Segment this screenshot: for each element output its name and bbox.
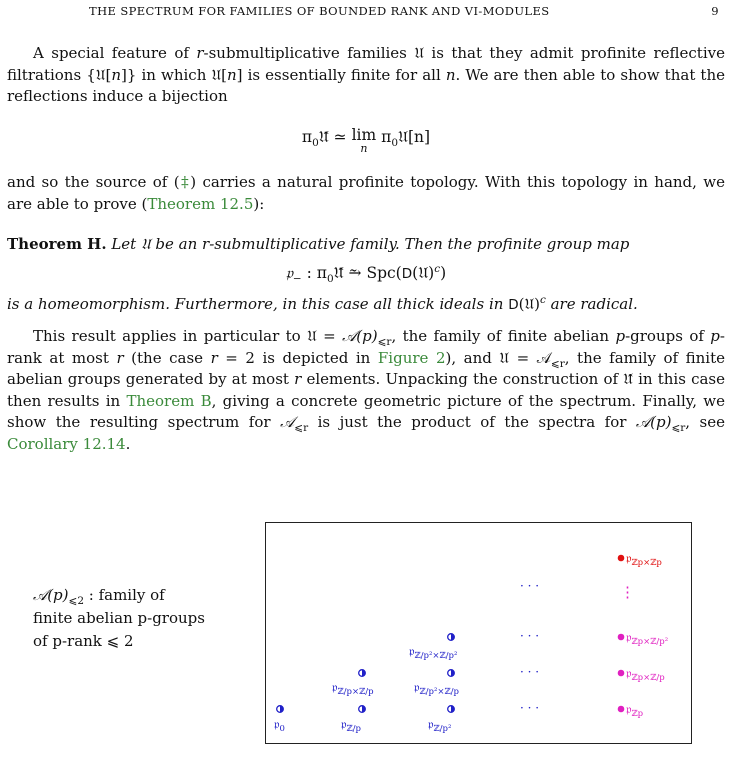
point-label	[428, 717, 451, 734]
point-label-main: 𝔭	[341, 717, 347, 731]
point-label-sub: ℤp	[631, 709, 644, 719]
point-marker	[618, 634, 625, 641]
point-label	[274, 717, 285, 734]
vertical-ellipsis: ⋮	[620, 583, 635, 601]
point-pZphatxZp2	[618, 630, 668, 647]
point-label	[341, 717, 362, 734]
theorem-label: Theorem H.	[7, 235, 107, 253]
figure-2-link[interactable]: Figure 2	[377, 348, 446, 367]
paragraph-1: A special feature of r-submultiplicative families 𝔘 is that they admit profinite reflective filtrations {𝔘[n]} in which 𝔘[n] is essentially finite for all n. We are then able to show that the reflections induce a bijection	[7, 44, 725, 106]
point-label-main: 𝔭	[428, 717, 434, 731]
figure-description: $𝒜(p)_{⩽2}$ : family of finite abelian p-groups of p-rank ⩽ 2	[33, 586, 205, 650]
theorem-b-link[interactable]: Theorem B	[126, 391, 212, 410]
point-label-sub: ℤ/p²	[433, 724, 452, 734]
theorem-h-continuation: is a homeomorphism. Furthermore, in this case all thick ideals in D(𝔘)$^c$ are radical.	[7, 294, 638, 313]
point-label	[409, 644, 457, 661]
point-label-sub: ℤ/p²×ℤ/p²	[414, 651, 458, 661]
point-label-main: 𝔭	[414, 680, 420, 694]
paragraph-2: and so the source of (‡) carries a natural profinite topology. With this topology in hand, we are able to prove (Theorem 12.5):	[7, 173, 725, 213]
spectrum-figure	[265, 522, 692, 744]
point-pZphatxZp	[618, 666, 666, 683]
display-equation-2: 𝔭$_-$ : $\pi_0𝔘̂$ ⥲ Spc(D(𝔘)$^c$)	[285, 262, 447, 286]
point-label-sub: ℤp×ℤp	[631, 558, 662, 568]
point-label-sub: ℤp×ℤ/p²	[631, 637, 669, 647]
point-pZphat	[618, 702, 644, 719]
point-label-main: 𝔭	[626, 551, 632, 565]
header-title: THE SPECTRUM FOR FAMILIES OF BOUNDED RANK AND VI-MODULES	[89, 4, 550, 18]
point-p0	[274, 706, 285, 734]
point-label-sub: ℤ/p²×ℤ/p	[419, 687, 459, 697]
ellipsis-0: · · ·	[520, 579, 540, 593]
point-label-main: 𝔭	[626, 666, 632, 680]
paragraph-3: This result applies in particular to 𝔘 = $𝒜(p)_{⩽r}$, the family of finite abelian p-groups of p-rank at most r (the case r = 2 is depicted in Figure 2), and 𝔘 = 𝒜$_{⩽r}$, the family of finite abelian groups generated by at most r elements. Unpacking the construction of 𝔘̂ in this case then results in Theorem B, giving a concrete geometric picture of the spectrum. Finally, we show the resulting spectrum for 𝒜$_{⩽r}$ is just the product of the spectra for $𝒜(p)_{⩽r}$, see Corollary 12.14.	[7, 327, 726, 453]
display-equation-1: $\pi_0𝔘̂$ ≃ lim n $\pi_0𝔘[n]$	[301, 126, 431, 155]
ellipsis-3: · · ·	[520, 701, 540, 715]
point-label	[626, 551, 662, 568]
point-label-main: 𝔭	[274, 717, 280, 731]
point-pZp2xZp2	[409, 634, 457, 661]
equation-ref-link[interactable]: ‡	[179, 173, 191, 191]
point-label-sub: 0	[279, 724, 285, 734]
point-pZpxZp	[332, 670, 374, 697]
point-pZp2xZp	[414, 670, 460, 697]
caption-area	[0, 758, 732, 779]
point-label	[332, 680, 374, 697]
point-label-main: 𝔭	[409, 644, 415, 658]
corollary-12-14-link[interactable]: Corollary 12.14	[7, 434, 126, 453]
point-pZp	[341, 706, 365, 734]
point-label	[626, 702, 644, 719]
point-marker	[618, 670, 625, 677]
theorem-h-statement: Theorem H. Let 𝔘 be an r-submultiplicative family. Then the profinite group map	[7, 235, 630, 253]
point-pZp2	[428, 706, 454, 734]
point-label	[626, 630, 668, 647]
ellipsis-1: · · ·	[520, 665, 540, 679]
point-label-main: 𝔭	[332, 680, 338, 694]
point-label-sub: ℤp×ℤ/p	[631, 673, 665, 683]
point-label-main: 𝔭	[626, 702, 632, 716]
ellipsis-2: · · ·	[520, 629, 540, 643]
page-number: 9	[711, 4, 719, 18]
point-label	[414, 680, 460, 697]
point-pZphatxZphat	[618, 551, 663, 568]
point-label-sub: ℤ/p	[346, 724, 361, 734]
point-label-main: 𝔭	[626, 630, 632, 644]
spectrum-diagram	[266, 523, 691, 743]
point-label-sub: ℤ/p×ℤ/p	[337, 687, 374, 697]
point-label	[626, 666, 665, 683]
point-marker	[618, 555, 625, 562]
theorem-12-5-link[interactable]: Theorem 12.5	[147, 194, 254, 213]
point-marker	[618, 706, 625, 713]
